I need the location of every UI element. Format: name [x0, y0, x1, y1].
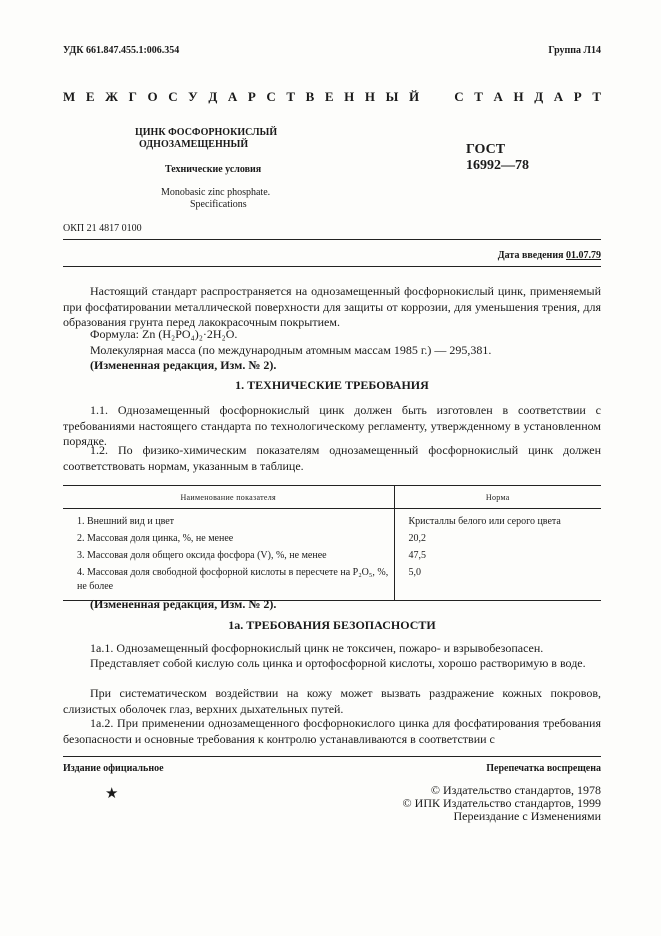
clause-1a-2: 1а.2. При применении однозамещенного фосфорнокислого цинка для фосфатирования требования безопасности и основные требования к контролю устанавливаются в соответствии с	[63, 716, 601, 746]
banner-letter: О	[147, 89, 158, 104]
banner-gap	[430, 89, 444, 105]
okp-code: ОКП 21 4817 0100	[63, 223, 142, 234]
copyright-1978: © Издательство стандартов, 1978	[430, 783, 601, 797]
banner-letter: Р	[573, 89, 582, 104]
banner-letter: Д	[534, 89, 544, 104]
indicator-cell: 3. Массовая доля общего оксида фосфора (V), %, не менее	[63, 548, 394, 565]
banner-letter: Г	[128, 89, 137, 104]
norms-table	[63, 485, 601, 601]
banner-letter: Д	[208, 89, 218, 104]
english-title-line2: Specifications	[190, 199, 247, 210]
table-body	[63, 509, 601, 601]
clause-1-1: 1.1. Однозамещенный фосфорнокислый цинк должен быть изготовлен в соответствии с требованиями настоящего стандарта по технологическому регламенту, утвержденному в установленном порядке.	[63, 403, 601, 448]
effective-date	[498, 250, 601, 261]
table-header-norm: Норма	[394, 486, 601, 509]
section-heading: 1а. ТРЕБОВАНИЯ БЕЗОПАСНОСТИ	[228, 618, 436, 632]
banner-letter: Т	[286, 89, 296, 104]
star-icon: ★	[105, 786, 119, 802]
banner-letter: А	[553, 89, 564, 104]
banner-letter: Е	[324, 89, 334, 104]
banner-letter: Ы	[385, 89, 399, 104]
title-line1: ЦИНК ФОСФОРНОКИСЛЫЙ	[135, 127, 278, 138]
revision-note: (Измененная редакция, Изм. № 2).	[90, 597, 277, 611]
gost-label: ГОСТ	[466, 142, 506, 157]
subtitle: Технические условия	[165, 164, 262, 175]
banner-letter: С	[454, 89, 464, 104]
indicator-cell: 4. Массовая доля свободной фосфорной кислоты в пересчете на P₂O₅, %, не более	[63, 565, 394, 601]
banner-letter: Т	[474, 89, 483, 104]
table-row	[63, 509, 601, 532]
banner-letter: А	[493, 89, 503, 104]
banner-letter: Н	[364, 89, 376, 104]
group-code: Группа Л14	[548, 45, 601, 56]
banner-letter: Н	[344, 89, 355, 104]
divider	[63, 239, 601, 240]
effective-date-label: Дата введения	[497, 250, 564, 261]
standard-banner	[63, 89, 601, 105]
banner-letter: С	[168, 89, 178, 104]
norm-cell: 5,0	[394, 565, 601, 601]
table-header-indicator: Наименование показателя	[63, 486, 394, 509]
english-title-line1: Monobasic zinc phosphate.	[161, 187, 271, 198]
intro-paragraph: Настоящий стандарт распространяется на однозамещенный фосфорнокислый цинк, применяемый при фосфатировании металлической поверхности для защиты от коррозии, для уменьшения трения, для образования грунта перед лакокрасочным покрытием.	[63, 284, 601, 329]
section-heading: 1. ТЕХНИЧЕСКИЕ ТРЕБОВАНИЯ	[235, 378, 429, 392]
banner-letter: Т	[592, 89, 601, 104]
banner-letter: Р	[247, 89, 256, 104]
indicator-cell: 1. Внешний вид и цвет	[63, 509, 394, 532]
molecular-mass: Молекулярная масса (по международным атомным массам 1985 г.) — 295,381.	[90, 343, 492, 357]
banner-letter: Ж	[105, 89, 118, 104]
table-row	[63, 565, 601, 601]
clause-1a-1: 1а.1. Однозамещенный фосфорнокислый цинк не токсичен, пожаро- и взрывобезопасен.	[90, 641, 544, 655]
divider	[63, 756, 601, 757]
effective-date-value: 01.07.79	[566, 250, 601, 261]
indicator-cell: 2. Массовая доля цинка, %, не менее	[63, 531, 394, 548]
copyright-1999: © ИПК Издательство стандартов, 1999	[402, 796, 601, 810]
divider	[63, 266, 601, 267]
banner-letter: В	[305, 89, 315, 104]
banner-letter: Й	[408, 89, 420, 104]
formula: Zn (H₂PO₄)₂·2H₂O.	[142, 327, 238, 341]
official-edition: Издание официальное	[63, 763, 164, 774]
reprint-notice: Перепечатка воспрещена	[486, 763, 601, 774]
clause-1a-1-effects: При систематическом воздействии на кожу может вызвать раздражение кожных покровов, слизистых оболочек глаз, верхних дыхательных путей.	[63, 686, 601, 716]
clause-1a-1-cont: Представляет собой кислую соль цинка и ортофосфорной кислоты, хорошо растворимую в воде.	[90, 656, 586, 670]
banner-letter: Н	[513, 89, 524, 104]
title-line2: ОДНОЗАМЕЩЕННЫЙ	[139, 139, 249, 150]
formula-line	[63, 327, 601, 343]
norm-cell: Кристаллы белого или серого цвета	[408, 516, 561, 527]
banner-letter: Е	[85, 89, 95, 104]
norm-cell: 47,5	[408, 550, 426, 561]
banner-letter: У	[188, 89, 198, 104]
clause-1-2: 1.2. По физико-химическим показателям однозамещенный фосфорнокислый цинк должен соответствовать нормам, указанным в таблице.	[63, 443, 601, 473]
norm-cell: 20,2	[408, 533, 426, 544]
gost-number: 16992—78	[466, 158, 529, 173]
formula-label: Формула:	[90, 327, 140, 341]
revision-note: (Измененная редакция, Изм. № 2).	[90, 358, 277, 372]
banner-letter: С	[266, 89, 276, 104]
table-row	[63, 531, 601, 548]
table-row	[63, 548, 601, 565]
banner-letter: А	[227, 89, 238, 104]
banner-letter: М	[63, 89, 76, 104]
reissue-note: Переиздание с Изменениями	[453, 809, 601, 823]
udk-code: УДК 661.847.455.1:006.354	[63, 45, 180, 56]
